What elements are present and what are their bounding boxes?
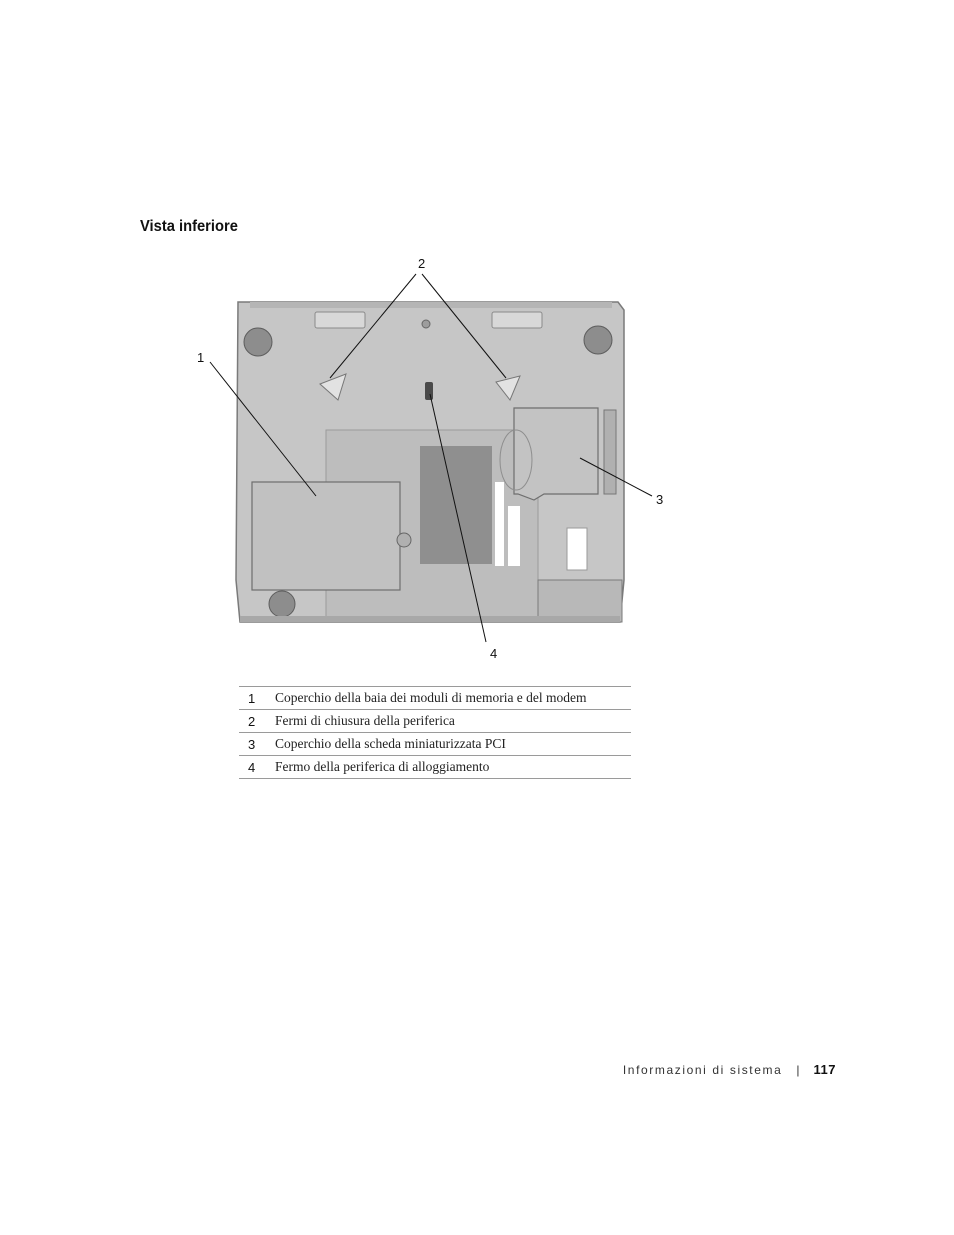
memory-modem-cover (252, 482, 400, 590)
battery-area (538, 580, 622, 622)
hinge-tab-left (315, 312, 365, 328)
white-label (567, 528, 587, 570)
screw-top-center (422, 320, 430, 328)
hinge-tab-right (492, 312, 542, 328)
callout-3: 3 (656, 492, 664, 507)
page-number: 117 (813, 1062, 836, 1077)
side-port (604, 410, 616, 494)
page-footer (623, 1062, 836, 1077)
callout-2: 2 (418, 256, 426, 271)
table-row (239, 710, 631, 733)
legend-description: Fermi di chiusura della periferica (275, 710, 631, 733)
table-row (239, 733, 631, 756)
label-stripe-b (508, 506, 520, 566)
rubber-foot-bottom-left (269, 591, 295, 617)
label-dark (420, 446, 492, 564)
legend-number: 2 (239, 710, 275, 733)
footer-separator: | (796, 1062, 800, 1077)
legend-description: Fermo della periferica di alloggiamento (275, 756, 631, 779)
laptop-bottom-illustration (180, 250, 700, 670)
label-stripe-a (495, 482, 504, 566)
memory-cover-screw (397, 533, 411, 547)
rubber-foot-top-left (244, 328, 272, 356)
rubber-foot-top-right (584, 326, 612, 354)
docking-latch-slot (425, 382, 433, 400)
callout-legend-table (239, 686, 631, 779)
legend-number: 1 (239, 687, 275, 710)
hinge-strip (250, 302, 612, 308)
footer-section-name: Informazioni di sistema (622, 1062, 783, 1077)
bottom-edge (240, 616, 620, 622)
legend-number: 4 (239, 756, 275, 779)
legend-number: 3 (239, 733, 275, 756)
legend-description: Coperchio della scheda miniaturizzata PCI (275, 733, 631, 756)
mini-pci-cover (514, 408, 598, 500)
table-row (239, 687, 631, 710)
legend-description: Coperchio della baia dei moduli di memoria e del modem (275, 687, 631, 710)
callout-4: 4 (490, 646, 498, 661)
section-title: Vista inferiore (140, 218, 238, 235)
laptop-bottom-view-figure (180, 250, 700, 670)
table-row (239, 756, 631, 779)
callout-1: 1 (197, 350, 205, 365)
